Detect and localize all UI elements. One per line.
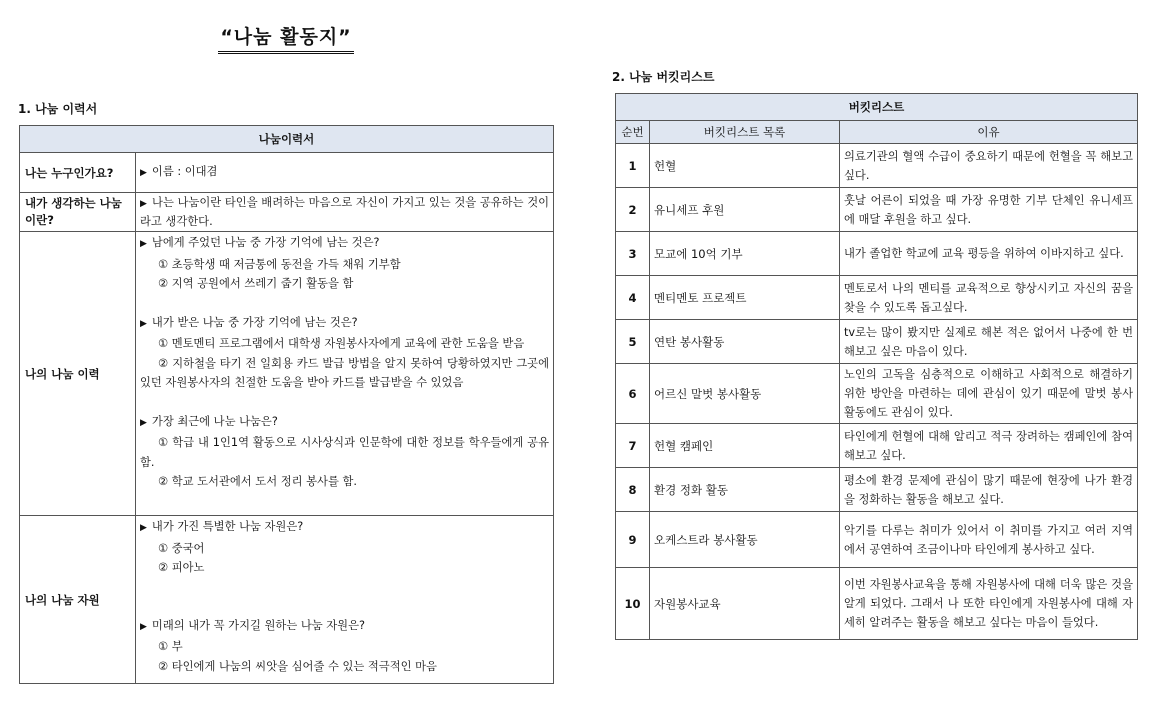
row-item: 모교에 10억 기부 bbox=[650, 232, 840, 276]
bucket-table bbox=[615, 93, 1138, 640]
row-reason: 이번 자원봉사교육을 통해 자원봉사에 대해 더욱 많은 것을 알게 되었다. 그래서 나 또한 타인에게 자원봉사에 대해 자세히 알려주는 활동을 해보고 싶다는 마음이 들었다. bbox=[840, 568, 1138, 640]
history-content: ▶ 남에게 주었던 나눔 중 가장 기억에 남는 것은? ① 초등학생 때 저금통에 동전을 가득 채워 기부함 ② 지역 공원에서 쓰레기 줍기 활동을 함 ▶ 내가 받은 나눔 중 가장 기억에 남는 것은? ① 멘토멘티 프로그램에서 대학생 자원봉사자에게 교육에 관한 도움을 받음 ② 지하철을 타기 전 일회용 카드 발급 방법을 알지 못하여 당황하였지만 그곳에 있던 자원봉사자의 친절한 도움을 받아 카드를 발급받을 수 있었음 ▶ 가장 최근에 나눈 나눔은? ① 학급 내 1인1역 활동으로 시사상식과 인문학에 대한 정보를 학우들에게 공유함. ② 학교 도서관에서 도서 정리 봉사를 함. bbox=[136, 232, 554, 516]
row-reason: 노인의 고독을 심층적으로 이해하고 사회적으로 해결하기 위한 방안을 마련하는 데에 관심이 있기 때문에 말벗 봉사활동에도 관심이 있다. bbox=[840, 364, 1138, 424]
table-row bbox=[20, 232, 554, 516]
row-reason: 멘토로서 나의 멘티를 교육적으로 향상시키고 자신의 꿈을 찾을 수 있도록 돕고싶다. bbox=[840, 276, 1138, 320]
row-no: 4 bbox=[616, 276, 650, 320]
table-row bbox=[616, 364, 1138, 424]
row-item: 어르신 말벗 봉사활동 bbox=[650, 364, 840, 424]
row-reason: 내가 졸업한 학교에 교육 평등을 위하여 이바지하고 싶다. bbox=[840, 232, 1138, 276]
table-row bbox=[616, 276, 1138, 320]
table-row bbox=[616, 232, 1138, 276]
page-title: “나눔 활동지” bbox=[218, 22, 354, 54]
col-no-header: 순번 bbox=[616, 121, 650, 144]
row-item: 자원봉사교육 bbox=[650, 568, 840, 640]
row-reason: 의료기관의 혈액 수급이 중요하기 때문에 헌혈을 꼭 해보고 싶다. bbox=[840, 144, 1138, 188]
meaning-content: ▶ 나는 나눔이란 타인을 배려하는 마음으로 자신이 가지고 있는 것을 공유하는 것이라고 생각한다. bbox=[136, 193, 554, 232]
row-no: 5 bbox=[616, 320, 650, 364]
table-row bbox=[616, 320, 1138, 364]
who-content: ▶ 이름 : 이대겸 bbox=[136, 153, 554, 193]
row-item: 헌혈 bbox=[650, 144, 840, 188]
resume-table bbox=[19, 125, 554, 684]
row-no: 3 bbox=[616, 232, 650, 276]
row-no: 8 bbox=[616, 468, 650, 512]
bucket-table-header: 버킷리스트 bbox=[616, 94, 1138, 121]
row-item: 유니세프 후원 bbox=[650, 188, 840, 232]
who-label: 나는 누구인가요? bbox=[20, 153, 136, 193]
resume-table-header: 나눔이력서 bbox=[20, 126, 554, 153]
table-row bbox=[20, 516, 554, 684]
row-no: 2 bbox=[616, 188, 650, 232]
meaning-label: 내가 생각하는 나눔이란? bbox=[20, 193, 136, 232]
row-no: 1 bbox=[616, 144, 650, 188]
resources-content: ▶ 내가 가진 특별한 나눔 자원은? ① 중국어 ② 피아노 ▶ 미래의 내가 꼭 가지길 원하는 나눔 자원은? ① 부 ② 타인에게 나눔의 씨앗을 심어줄 수 있는 적극적인 마음 bbox=[136, 516, 554, 684]
table-row bbox=[616, 468, 1138, 512]
table-row bbox=[616, 424, 1138, 468]
row-no: 10 bbox=[616, 568, 650, 640]
row-item: 오케스트라 봉사활동 bbox=[650, 512, 840, 568]
row-no: 9 bbox=[616, 512, 650, 568]
table-row bbox=[616, 144, 1138, 188]
row-item: 연탄 봉사활동 bbox=[650, 320, 840, 364]
row-item: 환경 정화 활동 bbox=[650, 468, 840, 512]
resources-label: 나의 나눔 자원 bbox=[20, 516, 136, 684]
table-row bbox=[20, 193, 554, 232]
row-item: 헌혈 캠페인 bbox=[650, 424, 840, 468]
row-reason: 악기를 다루는 취미가 있어서 이 취미를 가지고 여러 지역에서 공연하여 조금이나마 타인에게 봉사하고 싶다. bbox=[840, 512, 1138, 568]
row-no: 7 bbox=[616, 424, 650, 468]
row-reason: 타인에게 헌혈에 대해 알리고 적극 장려하는 캠페인에 참여해보고 싶다. bbox=[840, 424, 1138, 468]
row-reason: tv로는 많이 봤지만 실제로 해본 적은 없어서 나중에 한 번 해보고 싶은 마음이 있다. bbox=[840, 320, 1138, 364]
bucket-section-label: 2. 나눔 버킷리스트 bbox=[612, 70, 715, 84]
resume-section-label: 1. 나눔 이력서 bbox=[18, 102, 98, 116]
history-label: 나의 나눔 이력 bbox=[20, 232, 136, 516]
table-row bbox=[616, 188, 1138, 232]
row-reason: 평소에 환경 문제에 관심이 많기 때문에 현장에 나가 환경을 정화하는 활동을 해보고 싶다. bbox=[840, 468, 1138, 512]
col-reason-header: 이유 bbox=[840, 121, 1138, 144]
row-item: 멘티멘토 프로젝트 bbox=[650, 276, 840, 320]
table-row bbox=[20, 153, 554, 193]
table-row bbox=[616, 512, 1138, 568]
row-no: 6 bbox=[616, 364, 650, 424]
row-reason: 훗날 어른이 되었을 때 가장 유명한 기부 단체인 유니세프에 매달 후원을 하고 싶다. bbox=[840, 188, 1138, 232]
col-item-header: 버킷리스트 목록 bbox=[650, 121, 840, 144]
table-row bbox=[616, 568, 1138, 640]
